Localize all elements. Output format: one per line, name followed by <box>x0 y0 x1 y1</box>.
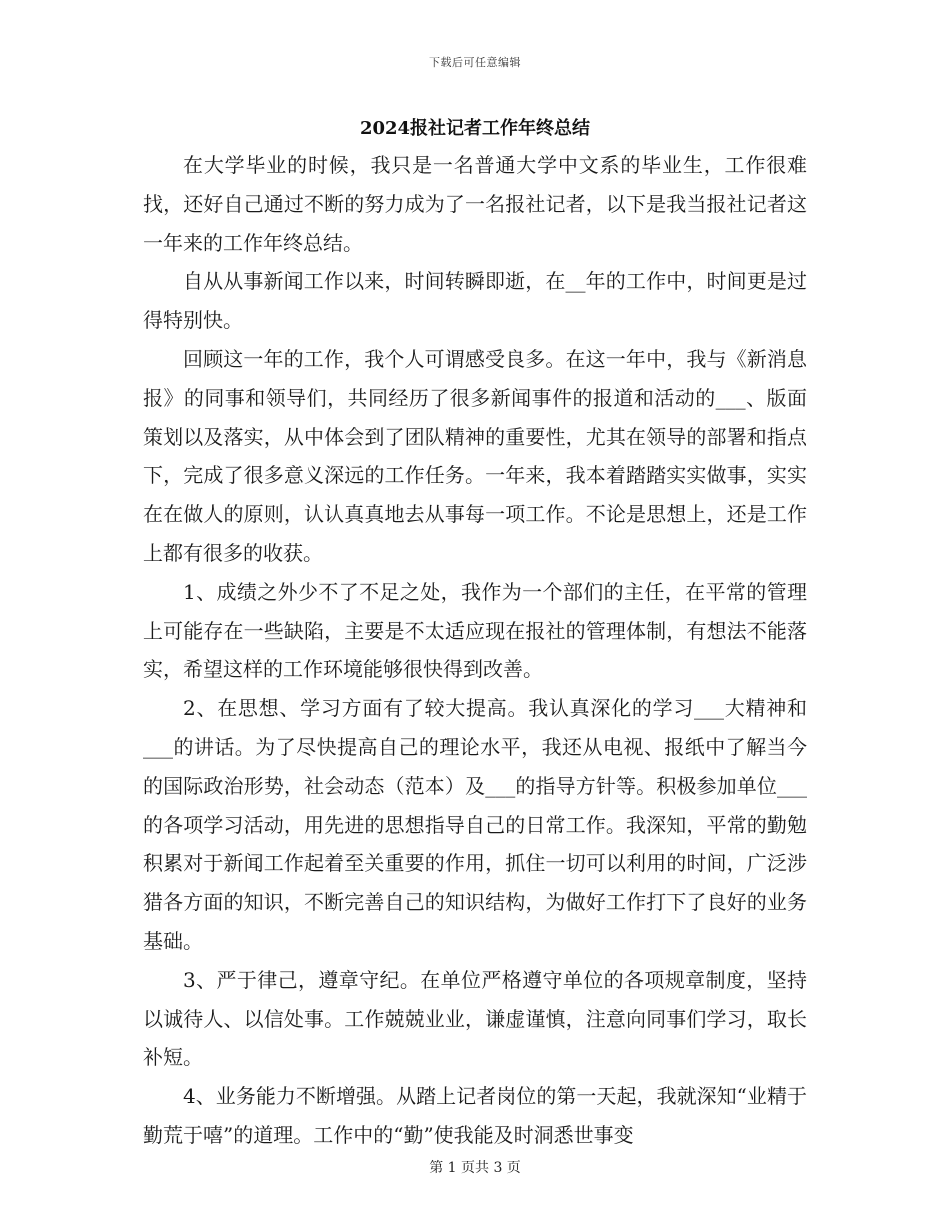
paragraph: 2、在思想、学习方面有了较大提高。我认真深化的学习___大精神和___的讲话。为了尽快提高自己的理论水平，我还从电视、报纸中了解当今的国际政治形势，社会动态（范本）及___的指导方针等。积极参加单位___的各项学习活动，用先进的思想指导自己的日常工作。我深知，平常的勤勉积累对于新闻工作起着至关重要的作用，抓住一切可以利用的时间，广泛涉猎各方面的知识，不断完善自己的知识结构，为做好工作打下了良好的业务基础。 <box>143 696 807 953</box>
page-number: 第 1 页共 3 页 <box>429 1160 521 1176</box>
paragraph: 4、业务能力不断增强。从踏上记者岗位的第一天起，我就深知“业精于勤荒于嘻”的道理。工作中的“勤”使我能及时洞悉世事变 <box>143 1084 807 1147</box>
paragraph: 回顾这一年的工作，我个人可谓感受良多。在这一年中，我与《新消息报》的同事和领导们，共同经历了很多新闻事件的报道和活动的___、版面策划以及落实，从中体会到了团队精神的重要性，尤其在领导的部署和指点下，完成了很多意义深远的工作任务。一年来，我本着踏踏实实做事，实实在在做人的原则，认认真真地去从事每一项工作。不论是思想上，还是工作上都有很多的收获。 <box>143 346 807 565</box>
paragraph: 1、成绩之外少不了不足之处，我作为一个部们的主任，在平常的管理上可能存在一些缺陷，主要是不太适应现在报社的管理体制，有想法不能落实，希望这样的工作环境能够很快得到改善。 <box>143 579 807 682</box>
document-body <box>143 146 807 1155</box>
paragraph: 3、严于律己，遵章守纪。在单位严格遵守单位的各项规章制度，坚持以诚待人、以信处事。工作兢兢业业，谦虚谨慎，注意向同事们学习，取长补短。 <box>143 967 807 1070</box>
paragraph: 在大学毕业的时候，我只是一名普通大学中文系的毕业生，工作很难找，还好自己通过不断的努力成为了一名报社记者，以下是我当报社记者这一年来的工作年终总结。 <box>143 153 807 255</box>
page-header-note: 下载后可任意编辑 <box>429 56 521 69</box>
paragraph: 自从从事新闻工作以来，时间转瞬即逝，在__年的工作中，时间更是过得特别快。 <box>143 269 807 333</box>
document-title: 2024报社记者工作年终总结 <box>359 118 591 139</box>
